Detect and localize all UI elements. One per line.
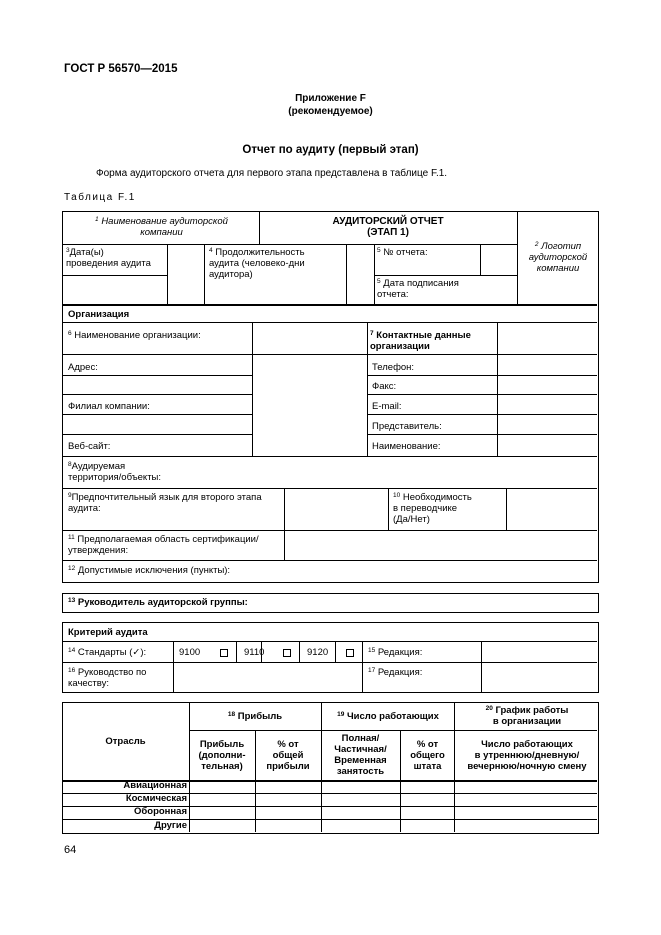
report-number-label xyxy=(377,247,477,258)
note-5b: 5 xyxy=(377,278,381,285)
document-header: ГОСТ Р 56570—2015 xyxy=(64,63,178,75)
note-5a: 5 xyxy=(377,247,381,254)
shift-b: в утреннюю/дневную/ xyxy=(474,750,580,761)
edition-label-1 xyxy=(368,647,422,658)
contacts-b: организации xyxy=(370,341,430,352)
territory-a: Аудируемая xyxy=(71,461,126,472)
edition1-text: Редакция: xyxy=(377,647,423,658)
profit-text: Прибыль xyxy=(237,711,283,722)
translator-label xyxy=(393,492,503,525)
standards-label: $^{14}$ Стандарты (✓): xyxy=(68,647,147,658)
checkbox-9100[interactable] xyxy=(220,649,228,657)
website-label: Веб-сайт: xyxy=(68,441,111,452)
note-16: 16 xyxy=(68,667,76,674)
intro-text: Форма аудиторского отчета для первого этапа представлена в таблице F.1. xyxy=(96,168,448,179)
pct-staff-c: штата xyxy=(413,761,442,772)
sign-date-a: Дата подписания xyxy=(383,278,459,289)
territory-label xyxy=(68,461,161,483)
email-label: E-mail: xyxy=(372,401,402,412)
employment-a: Полная/ xyxy=(341,733,380,744)
report-title-a: АУДИТОРСКИЙ ОТЧЕТ xyxy=(332,216,444,227)
page-title: Отчет по аудиту (первый этап) xyxy=(242,144,419,156)
note-10: 10 xyxy=(393,492,401,499)
auditor-company-label-b: компании xyxy=(140,227,183,238)
org-name-text: Наименование организации: xyxy=(74,330,201,341)
checkbox-9120[interactable] xyxy=(346,649,354,657)
language-a: Предпочтительный язык для второго этапа xyxy=(71,492,262,503)
scope-b: утверждения: xyxy=(68,545,129,556)
col-employment xyxy=(321,733,400,777)
audit-dates-label xyxy=(66,247,168,269)
col-shifts xyxy=(455,739,599,772)
manual-a: Руководство по xyxy=(77,667,147,678)
edition2-text: Редакция: xyxy=(377,667,423,678)
representative-label: Представитель: xyxy=(372,421,442,432)
table-label: Таблица F.1 xyxy=(64,192,136,203)
schedule-a: График работы xyxy=(495,705,569,716)
employment-d: занятость xyxy=(336,766,385,777)
scope-a: Предполагаемая область сертификации/ xyxy=(77,534,259,545)
note-18: 18 xyxy=(227,711,236,718)
add-profit-c: тельная) xyxy=(201,761,243,772)
pct-staff-a: % от xyxy=(416,739,439,750)
option-9120: 9120 xyxy=(307,647,329,658)
table-row: Оборонная xyxy=(134,806,187,817)
fax-label: Факс: xyxy=(372,381,397,392)
schedule-b: в организации xyxy=(492,716,562,727)
shift-a: Число работающих xyxy=(481,739,573,750)
note-2: 2 xyxy=(534,241,539,248)
appendix-title: Приложение F xyxy=(295,93,366,104)
table-row: Авиационная xyxy=(123,780,187,791)
auditor-company-label-a: Наименование аудиторской xyxy=(101,216,228,227)
quality-manual-label xyxy=(68,667,146,689)
branch-label: Филиал компании: xyxy=(68,401,150,412)
duration-label-b: аудита (человеко-дни xyxy=(209,258,305,269)
pct-profit-a: % от xyxy=(277,739,299,750)
duration-label-c: аудитора) xyxy=(209,269,253,280)
page-number: 64 xyxy=(64,844,77,856)
note-4: 4 xyxy=(209,247,213,254)
col-pct-profit xyxy=(255,739,321,772)
logo-placeholder xyxy=(517,241,599,274)
contacts-label xyxy=(370,330,471,352)
employment-c: Временная xyxy=(334,755,387,766)
report-title xyxy=(259,216,517,238)
logo-label-b: аудиторской xyxy=(528,252,588,263)
auditor-company-label xyxy=(64,216,259,238)
logo-label-c: компании xyxy=(536,263,580,274)
manual-b: качеству: xyxy=(68,678,110,689)
option-9100: 9100 xyxy=(179,647,201,658)
pct-staff-b: общего xyxy=(410,750,445,761)
naming-label: Наименование: xyxy=(372,441,441,452)
translator-b: в переводчике xyxy=(393,503,458,514)
standards-text: Стандарты (✓) xyxy=(77,647,144,658)
checkbox-9110[interactable] xyxy=(283,649,291,657)
note-20: 20 xyxy=(485,705,493,712)
dates-label-b: проведения аудита xyxy=(66,258,151,269)
note-1: 1 xyxy=(95,216,99,223)
col-schedule xyxy=(455,705,599,727)
translator-a: Необходимость xyxy=(402,492,472,503)
table-row: Другие xyxy=(154,820,187,831)
note-9: 9 xyxy=(68,492,72,499)
employment-b: Частичная/ xyxy=(334,744,387,755)
phone-label: Телефон: xyxy=(372,362,415,373)
report-title-b: (ЭТАП 1) xyxy=(367,227,409,238)
option-9110: 9110 xyxy=(244,647,265,658)
translator-c: (Да/Нет) xyxy=(393,514,430,525)
sign-date-b: отчета: xyxy=(377,289,409,300)
language-label xyxy=(68,492,283,514)
report-number-text: № отчета: xyxy=(383,247,428,258)
language-b: аудита: xyxy=(68,503,101,514)
note-6: 6 xyxy=(68,330,72,337)
col-profit xyxy=(189,711,321,722)
appendix-status: (рекомендуемое) xyxy=(288,106,373,117)
appendix-heading xyxy=(0,92,661,118)
add-profit-a: Прибыль xyxy=(199,739,245,750)
note-17: 17 xyxy=(368,667,376,674)
col-staff xyxy=(321,711,455,722)
staff-text: Число работающих xyxy=(347,711,439,722)
exclusions-label xyxy=(68,565,283,576)
pct-profit-b: общей xyxy=(272,750,304,761)
add-profit-b: (дополни- xyxy=(198,750,246,761)
criteria-heading: Критерий аудита xyxy=(68,627,148,638)
note-7: 7 xyxy=(370,330,374,337)
edition-label-2 xyxy=(368,667,422,678)
leader-label xyxy=(68,597,248,608)
shift-c: вечернюю/ночную смену xyxy=(467,761,587,772)
exclusions-text: Допустимые исключения (пункты): xyxy=(77,565,231,576)
note-11: 11 xyxy=(68,534,75,541)
note-12: 12 xyxy=(68,565,76,572)
address-label: Адрес: xyxy=(68,362,98,373)
leader-text: Руководитель аудиторской группы: xyxy=(77,597,248,608)
contacts-a: Контактные данные xyxy=(376,330,471,341)
signing-date-label xyxy=(377,278,477,300)
note-19: 19 xyxy=(337,711,345,718)
table-row: Космическая xyxy=(125,793,187,804)
note-8: 8 xyxy=(68,461,72,468)
col-add-profit xyxy=(189,739,255,772)
scope-label xyxy=(68,534,283,556)
note-15: 15 xyxy=(368,647,376,654)
duration-label-a: Продолжительность xyxy=(215,247,305,258)
note-14: 14 xyxy=(68,647,76,654)
note-3: 3 xyxy=(66,247,70,254)
logo-label-a: Логотип xyxy=(541,241,582,252)
org-name-label xyxy=(68,330,201,341)
col-branch: Отрасль xyxy=(105,736,146,747)
dates-label-a: Дата(ы) xyxy=(69,247,104,258)
territory-b: территория/объекты: xyxy=(68,472,162,483)
organization-heading: Организация xyxy=(68,309,130,320)
pct-profit-c: прибыли xyxy=(266,761,310,772)
col-pct-staff xyxy=(400,739,455,772)
note-13: 13 xyxy=(68,597,76,604)
audit-duration-label xyxy=(209,247,349,280)
